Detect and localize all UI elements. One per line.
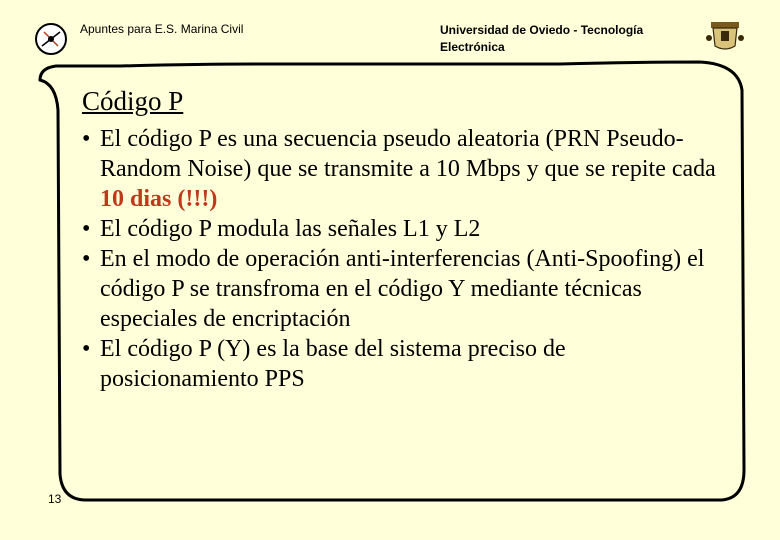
navigation-logo-icon bbox=[34, 22, 68, 56]
bullet-text-4: El código P (Y) es la base del sistema preciso de posicionamiento PPS bbox=[100, 336, 566, 392]
bullet-dot: • bbox=[82, 216, 91, 242]
bullet-list bbox=[70, 124, 730, 394]
bullet-highlight: 10 dias (!!!) bbox=[100, 186, 218, 212]
bullet-item-3 bbox=[70, 244, 730, 334]
bullet-text-2: El código P modula las señales L1 y L2 bbox=[100, 216, 481, 242]
page-number: 13 bbox=[48, 492, 62, 506]
bullet-dot: • bbox=[82, 126, 91, 152]
bullet-dot: • bbox=[82, 336, 91, 362]
header-university: Universidad de Oviedo - Tecnología Electrónica bbox=[440, 23, 644, 54]
bullet-item-2 bbox=[70, 214, 730, 244]
bullet-item-1 bbox=[70, 124, 730, 214]
university-crest-icon bbox=[705, 18, 745, 54]
bullet-text-1: El código P es una secuencia pseudo aleatoria (PRN Pseudo-Random Noise) que se transmite a 10 Mbps y que se repite cada bbox=[100, 126, 716, 182]
header-course-title: Apuntes para E.S. Marina Civil bbox=[80, 22, 244, 36]
bullet-item-4 bbox=[70, 334, 730, 394]
bullet-dot: • bbox=[82, 246, 91, 272]
slide-title: Código P bbox=[82, 86, 184, 116]
bullet-text-3: En el modo de operación anti-interferencias (Anti-Spoofing) el código P se transfroma en el código Y mediante técnicas especiales de encriptación bbox=[100, 246, 705, 332]
